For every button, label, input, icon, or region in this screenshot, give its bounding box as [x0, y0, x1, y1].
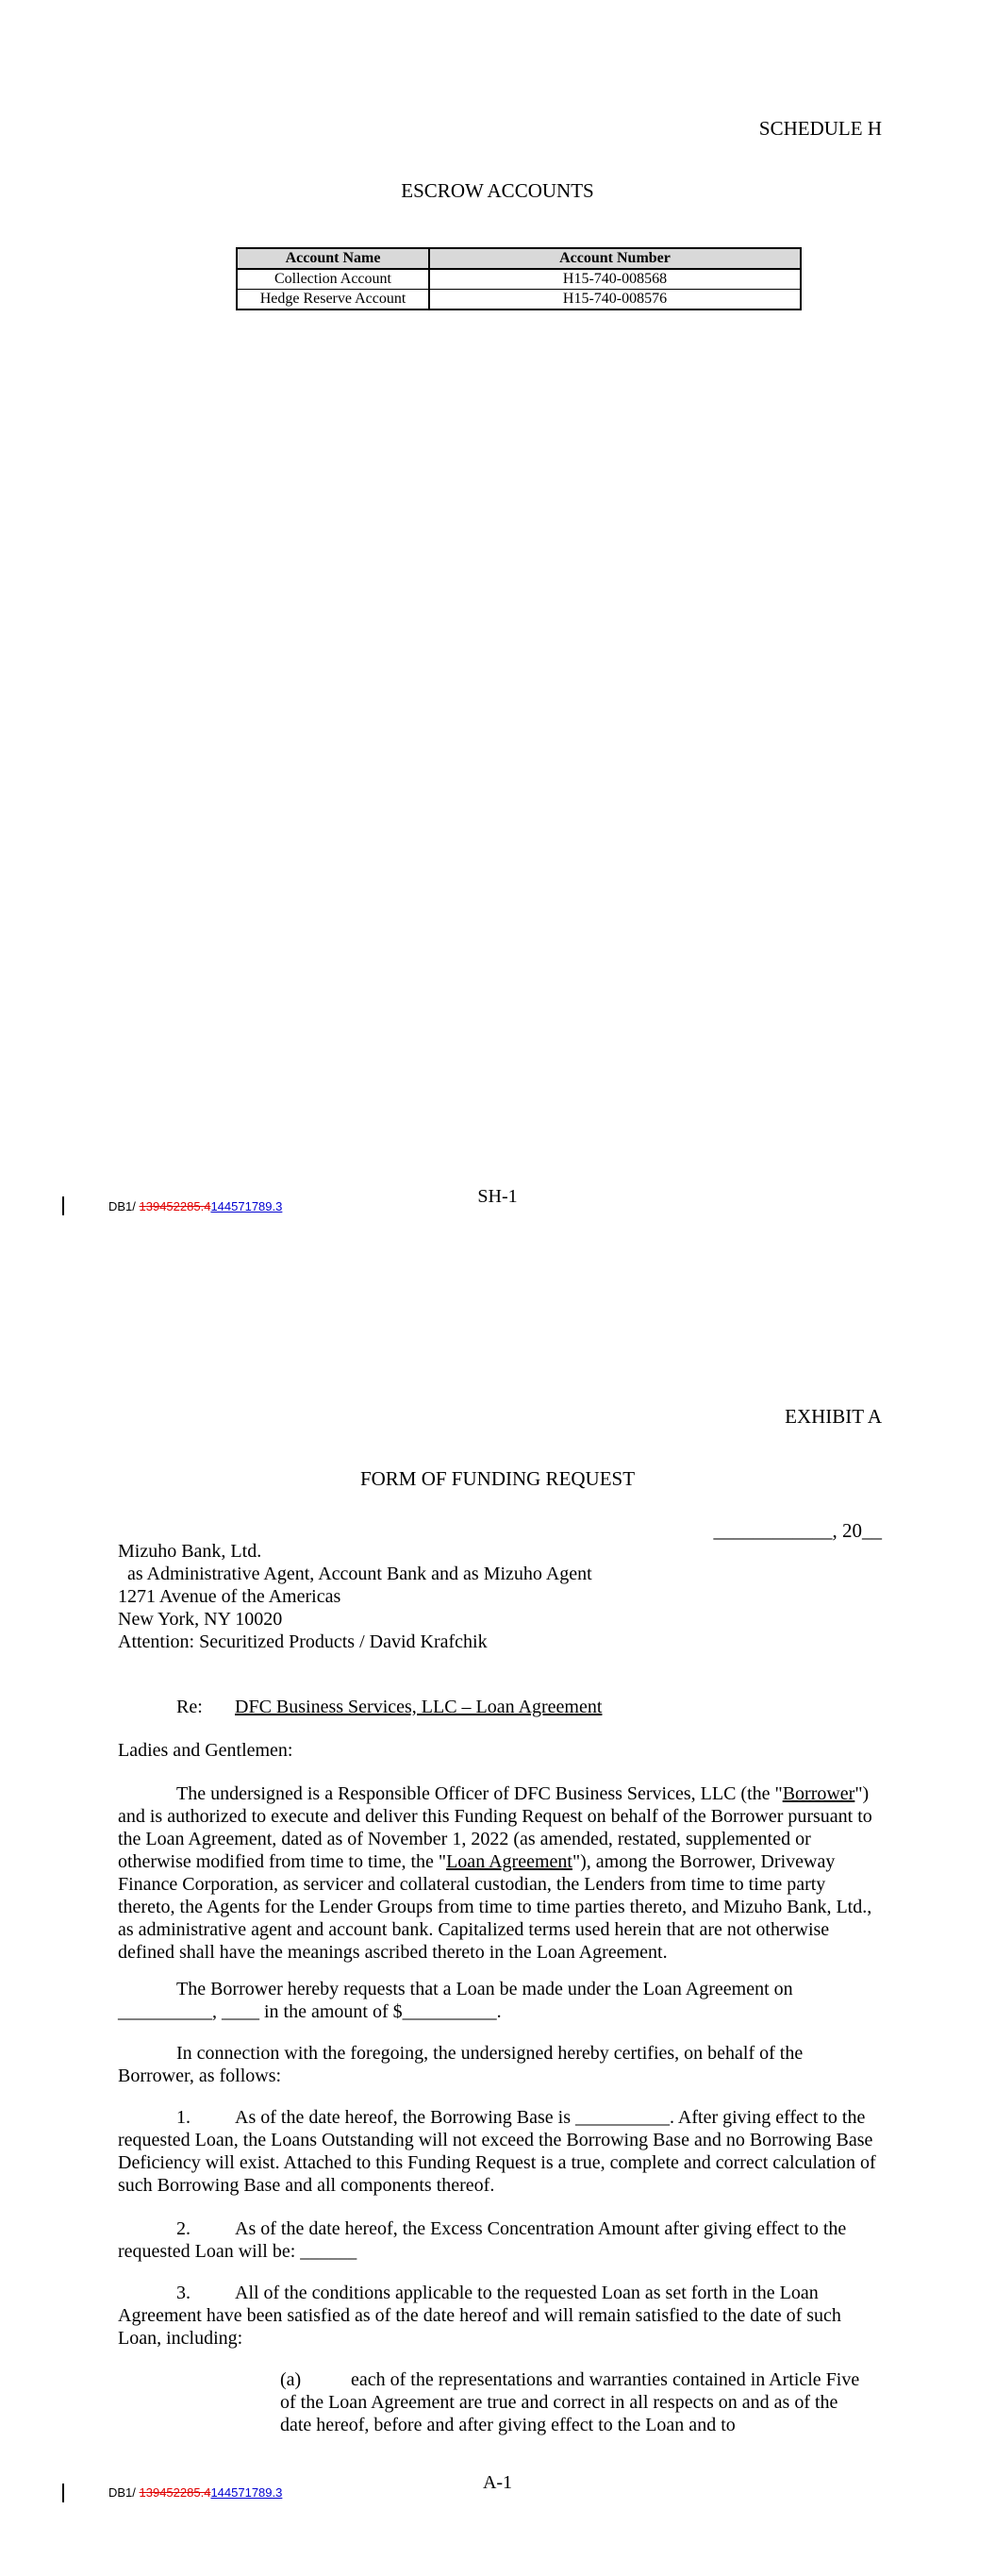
- defined-term-loan-agreement: Loan Agreement: [446, 1851, 572, 1872]
- list-text: As of the date hereof, the Excess Concentration Amount after giving effect to the requested Loan will be: ______: [118, 2218, 847, 2262]
- re-label: Re:: [176, 1697, 203, 1717]
- list-item-1: [118, 2106, 884, 2197]
- salutation: Ladies and Gentlemen:: [118, 1740, 293, 1761]
- exhibit-label: EXHIBIT A: [785, 1405, 882, 1428]
- document-id-inserted: 144571789.3: [210, 1199, 283, 1213]
- page-number: A-1: [482, 2472, 513, 2493]
- column-header-account-name: Account Name: [237, 248, 429, 269]
- paragraph-text: The Borrower hereby requests that a Loan be made under the Loan Agreement on __________, ____ in the amount of $__________.: [118, 1979, 793, 2022]
- text-run: "), among the Borrower, Driveway Finance Corporation, as servicer and collateral custodian, the Lenders from time to time party thereto, the Agents for the Lender Groups from time to time parties thereto, and Mizuho Bank, Ltd., as administrative agent and account bank. Capitalized terms used herein that are not otherwise defined shall have the meanings ascribed thereto in the Loan Agreement.: [118, 1851, 872, 1963]
- list-item-3: [118, 2282, 884, 2350]
- column-header-account-number: Account Number: [429, 248, 801, 269]
- list-number: 2.: [176, 2218, 191, 2239]
- text-run: The undersigned is a Responsible Officer of DFC Business Services, LLC (the ": [176, 1783, 783, 1804]
- address-line: as Administrative Agent, Account Bank and as Mizuho Agent: [118, 1564, 592, 1584]
- paragraph-intro: [118, 1782, 884, 1964]
- document-id: [108, 2485, 282, 2500]
- address-line: Mizuho Bank, Ltd.: [118, 1541, 262, 1562]
- account-name-cell: Collection Account: [237, 269, 429, 290]
- document-id-prefix: DB1/: [108, 2485, 140, 2500]
- sub-item-label: (a): [280, 2369, 302, 2390]
- account-number-cell: H15-740-008576: [429, 290, 801, 310]
- revision-bar: [62, 2484, 64, 2502]
- account-name-cell: Hedge Reserve Account: [237, 290, 429, 310]
- document-id-deleted: 139452285.4: [139, 1199, 211, 1213]
- page-title: FORM OF FUNDING REQUEST: [359, 1467, 636, 1490]
- address-line: New York, NY 10020: [118, 1609, 283, 1630]
- defined-term-borrower: Borrower: [782, 1783, 855, 1804]
- address-line: Attention: Securitized Products / David Krafchik: [118, 1631, 488, 1652]
- paragraph-request: [118, 1978, 884, 2023]
- page-number: SH-1: [477, 1186, 518, 1207]
- re-subject: DFC Business Services, LLC – Loan Agreement: [235, 1697, 603, 1717]
- re-line: [118, 1696, 884, 1718]
- page-title: ESCROW ACCOUNTS: [401, 179, 594, 202]
- list-item-2: [118, 2217, 884, 2263]
- document-id-inserted: 144571789.3: [210, 2485, 283, 2500]
- address-block: [118, 1540, 884, 1653]
- paragraph-text: In connection with the foregoing, the undersigned hereby certifies, on behalf of the Borrower, as follows:: [118, 2043, 804, 2086]
- text-run: ") and is authorized to execute and deliver this Funding Request on behalf of the Borrower pursuant to the Loan Agreement, dated as of November 1, 2022 (as amended, restated, supplemented or otherwise modified from time to time, the ": [118, 1783, 872, 1872]
- list-number: 1.: [176, 2107, 191, 2128]
- address-line: 1271 Avenue of the Americas: [118, 1586, 341, 1607]
- list-text: As of the date hereof, the Borrowing Base is __________. After giving effect to the requested Loan, the Loans Outstanding will not exceed the Borrowing Base and no Borrowing Base Deficiency will exist. Attached to this Funding Request is a true, complete and correct calculation of such Borrowing Base and all components thereof.: [118, 2107, 876, 2196]
- sub-item-a: [280, 2368, 865, 2436]
- document-id-prefix: DB1/: [108, 1199, 140, 1213]
- account-number-cell: H15-740-008568: [429, 269, 801, 290]
- date-line: ____________, 20__: [713, 1519, 882, 1542]
- schedule-label: SCHEDULE H: [758, 117, 882, 140]
- list-text: All of the conditions applicable to the requested Loan as set forth in the Loan Agreement have been satisfied as of the date hereof and will remain satisfied to the date of such Loan, including:: [118, 2283, 841, 2349]
- list-number: 3.: [176, 2283, 191, 2303]
- document-id-deleted: 139452285.4: [139, 2485, 211, 2500]
- sub-item-text: each of the representations and warranties contained in Article Five of the Loan Agreement are true and correct in all respects on and as of the date hereof, before and after giving effect to the Loan and to: [280, 2369, 860, 2435]
- paragraph-certification: [118, 2042, 884, 2087]
